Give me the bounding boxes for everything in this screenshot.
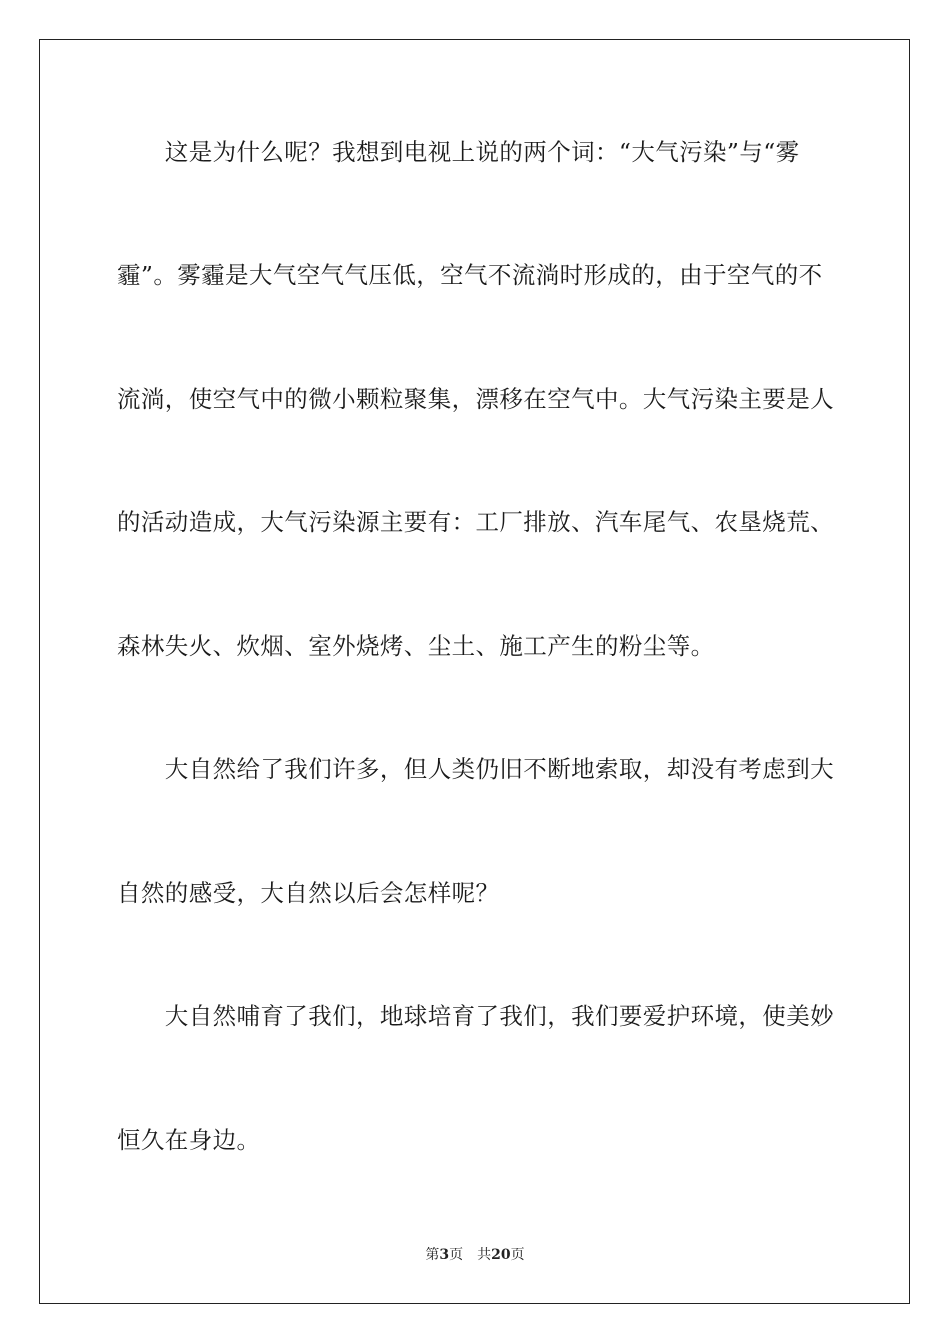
text-line: 大自然哺育了我们，地球培育了我们，我们要爱护环境，使美妙 [117,1002,834,1030]
page-border [39,39,910,1304]
total-suffix: 页 [510,1247,525,1263]
text-line: 流淌，使空气中的微小颗粒聚集，漂移在空气中。大气污染主要是人 [117,385,834,413]
text-line: 的活动造成，大气污染源主要有：工厂排放、汽车尾气、农垦烧荒、 [117,508,834,536]
page-footer [0,1246,950,1264]
text-line: 恒久在身边。 [117,1126,261,1154]
text-line: 这是为什么呢？我想到电视上说的两个词：“大气污染”与“雾 [117,138,800,166]
page-suffix: 页 [449,1247,464,1263]
text-line: 自然的感受，大自然以后会怎样呢？ [117,879,500,907]
page-prefix: 第 [425,1247,440,1263]
page-number: 3 [439,1247,450,1263]
total-prefix: 共 [477,1247,492,1263]
text-line: 霾”。雾霾是大气空气气压低，空气不流淌时形成的，由于空气的不 [117,261,823,289]
text-line: 大自然给了我们许多，但人类仍旧不断地索取，却没有考虑到大 [117,755,834,783]
text-line: 森林失火、炊烟、室外烧烤、尘土、施工产生的粉尘等。 [117,632,715,660]
total-pages: 20 [491,1247,511,1263]
